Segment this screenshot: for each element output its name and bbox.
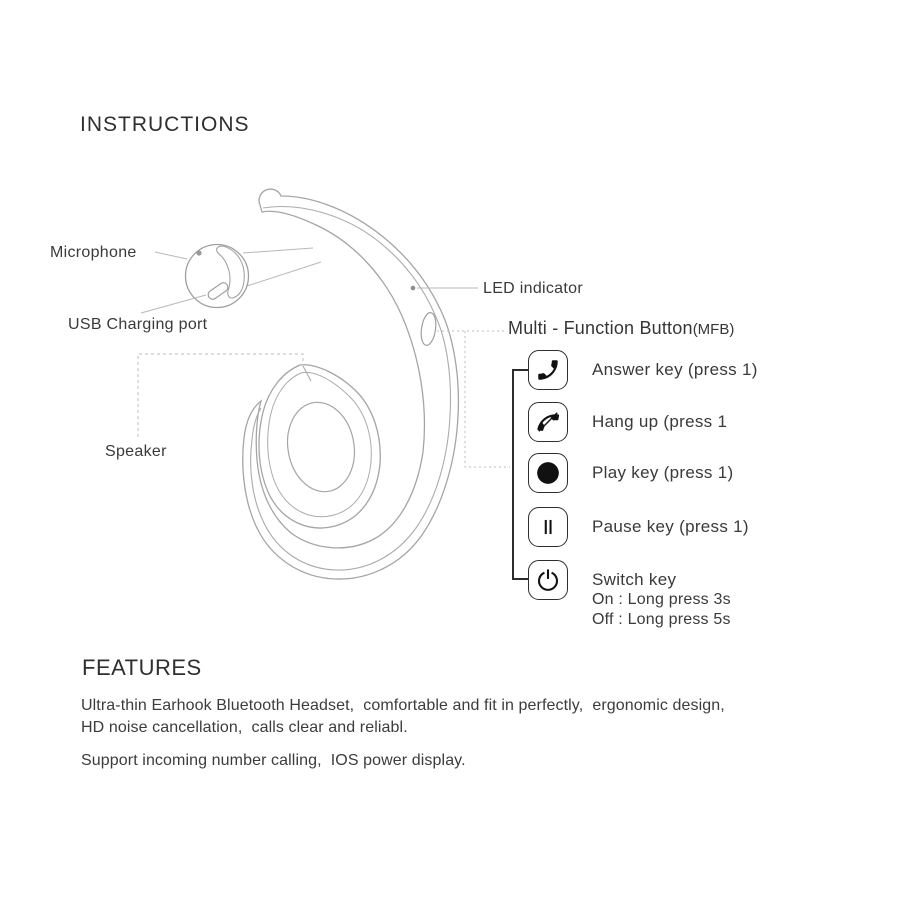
answer-key-label: Answer key (press 1) xyxy=(592,360,758,379)
page-title: INSTRUCTIONS xyxy=(80,113,250,136)
microphone-label: Microphone xyxy=(50,244,137,261)
usb-leader xyxy=(141,295,206,313)
pause-icon xyxy=(535,514,561,540)
answer-key-box xyxy=(528,350,568,390)
earhook-body-outline xyxy=(243,189,459,579)
switch-off-label: Off : Long press 5s xyxy=(592,611,731,628)
features-paragraph-line2: HD noise cancellation, calls clear and reliabl. xyxy=(81,719,408,736)
magnifier-callout-lines xyxy=(243,248,321,286)
hang-up-icon xyxy=(535,409,561,435)
speaker-cushion-outline xyxy=(259,365,380,528)
features-heading: FEATURES xyxy=(82,655,202,680)
features-paragraph2: Support incoming number calling, IOS power display. xyxy=(81,752,466,769)
play-key-label: Play key (press 1) xyxy=(592,463,734,482)
power-icon xyxy=(535,567,561,593)
pause-key-label: Pause key (press 1) xyxy=(592,517,749,536)
play-icon xyxy=(535,460,561,486)
answer-call-icon xyxy=(535,357,561,383)
speaker-label: Speaker xyxy=(105,443,167,460)
mfb-label xyxy=(508,318,734,339)
mfb-bracket-dotted xyxy=(465,331,510,467)
led-indicator-label: LED indicator xyxy=(483,280,583,297)
hang-up-key-label: Hang up (press 1 xyxy=(592,412,728,431)
switch-key-label: Switch key xyxy=(592,570,677,589)
usb-charging-port-label: USB Charging port xyxy=(68,316,208,333)
features-paragraph-line1: Ultra-thin Earhook Bluetooth Headset, comfortable and fit in perfectly, ergonomic design, xyxy=(81,697,725,714)
key-bracket xyxy=(513,370,528,579)
hang-up-key-box xyxy=(528,402,568,442)
switch-on-label: On : Long press 3s xyxy=(592,591,731,608)
microphone-hole xyxy=(196,250,201,255)
mfb-label-suffix: (MFB) xyxy=(692,321,735,338)
microphone-leader xyxy=(155,252,187,259)
pause-key-box xyxy=(528,507,568,547)
led-indicator-dot xyxy=(411,286,416,291)
mfb-label-main: Multi - Function Button xyxy=(508,318,693,338)
play-key-box xyxy=(528,453,568,493)
switch-key-box xyxy=(528,560,568,600)
